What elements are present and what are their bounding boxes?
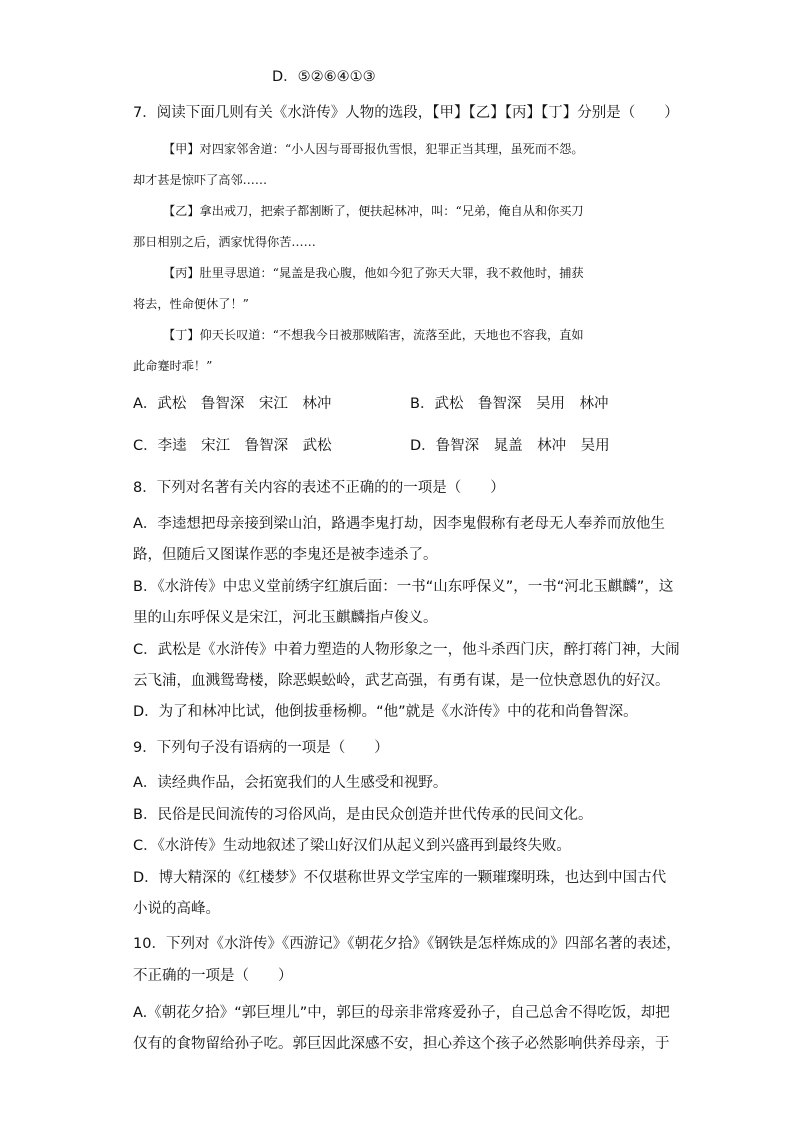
q8-question: 8．下列对名著有关内容的表述不正确的的一项是（ ） bbox=[133, 480, 505, 496]
q8-option-c[interactable]: C．武松是《水浒传》中着力塑造的人物形象之一，他斗杀西门庆，醉打蒋门神，大闹 bbox=[133, 642, 680, 658]
q8-option-a-cont: 路，但随后又图谋作恶的李鬼还是被李逵杀了。 bbox=[133, 547, 438, 563]
q7-passage-bing: 【丙】肚里寻思道：“晁盖是我心腹，他如今犯了弥天大罪，我不救他时，捕获 bbox=[163, 266, 584, 280]
q8-option-c-cont: 云飞浦，血溅鸳鸯楼，除恶蜈蚣岭，武艺高强，有勇有谋，是一位快意恩仇的好汉。 bbox=[133, 673, 670, 689]
q9-option-a[interactable]: A．读经典作品，会拓宽我们的人生感受和视野。 bbox=[133, 775, 448, 791]
q7-passage-yi-cont: 那日相别之后，洒家忧得你苦…… bbox=[133, 235, 316, 249]
q8-option-b[interactable]: B．《水浒传》中忠义堂前绣字红旗后面：一书“山东呼保义”，一书“河北玉麒麟”，这 bbox=[133, 579, 674, 595]
q10-question: 10．下列对《水浒传》《西游记》《朝花夕拾》《钢铁是怎样炼成的》四部名著的表述， bbox=[133, 936, 681, 952]
q8-option-d[interactable]: D．为了和林冲比试，他倒拔垂杨柳。“他”就是《水浒传》中的花和尚鲁智深。 bbox=[133, 704, 638, 720]
q9-option-c[interactable]: C．《水浒传》生动地叙述了梁山好汉们从起义到兴盛再到最终失败。 bbox=[133, 838, 571, 854]
q10-option-a-cont: 仅有的食物留给孙子吃。郭巨因此深感不安，担心养这个孩子必然影响供养母亲，于 bbox=[133, 1036, 670, 1052]
q9-question: 9．下列句子没有语病的一项是（ ） bbox=[133, 740, 389, 756]
q7-option-c[interactable]: C．李逵 宋江 鲁智深 武松 bbox=[133, 438, 332, 454]
q9-option-b[interactable]: B．民俗是民间流传的习俗风尚，是由民众创造并世代传承的民间文化。 bbox=[133, 807, 593, 823]
q7-passage-yi: 【乙】拿出戒刀，把索子都割断了，便扶起林冲，叫：“兄弟，俺自从和你买刀 bbox=[163, 204, 584, 218]
q10-option-a[interactable]: A.《朝花夕拾》“郭巨埋儿”中，郭巨的母亲非常疼爱孙子，自己总舍不得吃饭，却把 bbox=[133, 1005, 670, 1021]
q9-option-d-cont: 小说的高峰。 bbox=[133, 901, 220, 917]
q7-option-b[interactable]: B．武松 鲁智深 吴用 林冲 bbox=[410, 396, 609, 412]
q7-question: 7．阅读下面几则有关《水浒传》人物的选段，【甲】【乙】【丙】【丁】分别是（ ） bbox=[133, 105, 679, 121]
q7-passage-ding-cont: 此命蹇时乖！” bbox=[133, 359, 213, 373]
q7-option-d[interactable]: D．鲁智深 晁盖 林冲 吴用 bbox=[410, 438, 610, 454]
q8-option-a[interactable]: A．李逵想把母亲接到梁山泊，路遇李鬼打劫，因李鬼假称有老母无人奉养而放他生 bbox=[133, 516, 665, 532]
q7-passage-jia: 【甲】对四家邻舍道：“小人因与哥哥报仇雪恨，犯罪正当其理，虽死而不怨。 bbox=[163, 142, 584, 156]
q7-passage-bing-cont: 将去，性命便休了！” bbox=[133, 297, 249, 311]
q7-passage-ding: 【丁】仰天长叹道：“不想我今日被那贼陷害，流落至此，天地也不容我，直如 bbox=[163, 328, 584, 342]
q7-passage-jia-cont: 却才甚是惊吓了高邻…… bbox=[133, 173, 268, 187]
q8-option-b-cont: 里的山东呼保义是宋江，河北玉麒麟指卢俊义。 bbox=[133, 610, 438, 626]
q7-option-a[interactable]: A．武松 鲁智深 宋江 林冲 bbox=[133, 396, 332, 412]
q6-option-d: D．⑤②⑥④①③ bbox=[272, 69, 376, 85]
q9-option-d[interactable]: D．博大精深的《红楼梦》不仅堪称世界文学宝库的一颗璀璨明珠，也达到中国古代 bbox=[133, 870, 667, 886]
q10-question-cont: 不正确的一项是（ ） bbox=[133, 968, 293, 984]
